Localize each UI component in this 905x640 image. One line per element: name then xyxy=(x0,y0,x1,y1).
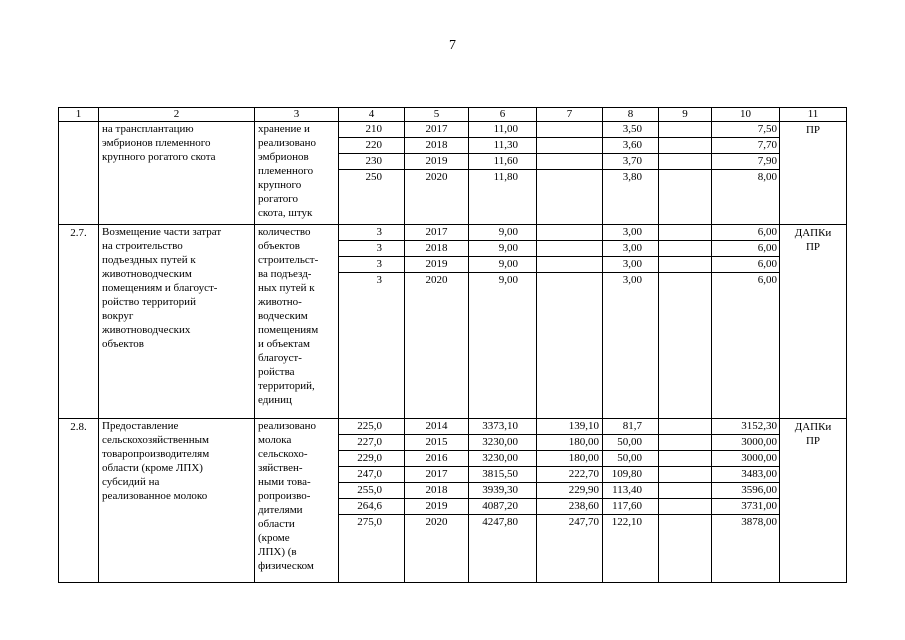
value-line: 2016 xyxy=(405,451,468,467)
section-number-cell: 2.7. xyxy=(59,225,99,419)
value-line: 139,10 xyxy=(537,419,602,435)
value-line: 3152,30 xyxy=(712,419,779,435)
value-line: 250 xyxy=(365,171,382,183)
column-header-10: 10 xyxy=(712,108,780,122)
measure-name-cell: Предоставление сельскохозяйственным товаропроизводителям области (кроме ЛПХ) субсидий на реализованное молоко xyxy=(99,419,255,583)
value-line: 3,80 xyxy=(622,171,642,183)
value-cell-c9 xyxy=(659,225,712,419)
value-line xyxy=(659,241,711,257)
value-line: 3,50 xyxy=(603,122,658,138)
value-cell-c9 xyxy=(659,419,712,583)
value-line: 2014 xyxy=(405,419,468,435)
value-cell-c4 xyxy=(339,419,405,583)
executor-cell: ПР xyxy=(780,122,847,225)
value-line: 50,00 xyxy=(603,435,658,451)
value-line xyxy=(537,273,602,288)
value-line: 11,60 xyxy=(469,154,536,170)
value-line xyxy=(659,483,711,499)
value-line xyxy=(659,122,711,138)
value-line: 3230,00 xyxy=(469,451,536,467)
column-header-3: 3 xyxy=(255,108,339,122)
value-line: 3,00 xyxy=(622,274,642,286)
value-line: 3,60 xyxy=(603,138,658,154)
value-line: 3373,10 xyxy=(469,419,536,435)
value-cell-c8 xyxy=(603,225,659,419)
value-line: 2020 xyxy=(425,516,448,528)
value-line: 2018 xyxy=(405,483,468,499)
column-header-9: 9 xyxy=(659,108,712,122)
value-line: 9,00 xyxy=(498,274,518,286)
value-line: 4087,20 xyxy=(469,499,536,515)
column-header-8: 8 xyxy=(603,108,659,122)
value-cell-c9 xyxy=(659,122,712,225)
value-line: 7,70 xyxy=(712,138,779,154)
value-line xyxy=(659,467,711,483)
column-header-5: 5 xyxy=(405,108,469,122)
program-measures-table xyxy=(58,107,847,583)
value-line xyxy=(537,170,602,185)
value-line: 7,50 xyxy=(712,122,779,138)
value-line: 2019 xyxy=(405,257,468,273)
value-cell-c10 xyxy=(712,419,780,583)
value-line: 238,60 xyxy=(537,499,602,515)
value-line: 11,80 xyxy=(493,171,518,183)
value-line xyxy=(537,241,602,257)
value-cell-c6 xyxy=(469,122,537,225)
executor-cell: ДАПКи ПР xyxy=(780,419,847,583)
value-line: 3,00 xyxy=(603,241,658,257)
section-number-cell xyxy=(59,122,99,225)
value-line: 3 xyxy=(339,225,404,241)
executor-cell: ДАПКи ПР xyxy=(780,225,847,419)
value-line: 9,00 xyxy=(469,225,536,241)
value-line: 3 xyxy=(339,257,404,273)
value-line: 3,00 xyxy=(603,257,658,273)
value-line xyxy=(659,273,711,288)
measure-name-cell: на трансплантацию эмбрионов племенного крупного рогатого скота xyxy=(99,122,255,225)
value-line: 230 xyxy=(339,154,404,170)
column-header-6: 6 xyxy=(469,108,537,122)
value-line: 81,7 xyxy=(603,419,658,435)
value-line: 3 xyxy=(339,241,404,257)
value-line xyxy=(659,515,711,530)
value-line xyxy=(659,154,711,170)
value-cell-c10 xyxy=(712,225,780,419)
value-line: 229,90 xyxy=(537,483,602,499)
value-line: 117,60 xyxy=(603,499,658,515)
measure-name-cell: Возмещение части затрат на строительство подъездных путей к животноводческим помещениям и благоуст- ройство территорий вокруг животноводческих объектов xyxy=(99,225,255,419)
value-line xyxy=(537,257,602,273)
column-header-4: 4 xyxy=(339,108,405,122)
value-line: 3 xyxy=(376,274,382,286)
value-line: 275,0 xyxy=(357,516,382,528)
value-line: 210 xyxy=(339,122,404,138)
value-cell-c7 xyxy=(537,225,603,419)
value-line: 2017 xyxy=(405,467,468,483)
value-cell-c4 xyxy=(339,122,405,225)
value-line: 2018 xyxy=(405,138,468,154)
value-line xyxy=(659,435,711,451)
value-line: 2020 xyxy=(425,171,448,183)
value-line xyxy=(659,499,711,515)
value-cell-c5 xyxy=(405,419,469,583)
page-number: 7 xyxy=(449,38,456,53)
value-line: 9,00 xyxy=(469,241,536,257)
column-number-header-row xyxy=(59,108,847,122)
value-cell-c6 xyxy=(469,419,537,583)
indicator-cell: количество объектов строительст- ва подъезд- ных путей к животно- водческим помещениям и объектам благоуст- ройства территорий, единиц xyxy=(255,225,339,419)
table-row xyxy=(59,419,847,583)
value-line: 222,70 xyxy=(537,467,602,483)
value-line: 3,70 xyxy=(603,154,658,170)
column-header-7: 7 xyxy=(537,108,603,122)
value-line xyxy=(659,451,711,467)
column-header-2: 2 xyxy=(99,108,255,122)
value-line: 11,00 xyxy=(469,122,536,138)
value-cell-c4 xyxy=(339,225,405,419)
indicator-cell: реализовано молока сельскохо- зяйствен- ными това- ропроизво- дителями области (кроме ЛПХ) (в физическом xyxy=(255,419,339,583)
value-line: 3,00 xyxy=(603,225,658,241)
value-line: 2019 xyxy=(405,499,468,515)
value-line: 220 xyxy=(339,138,404,154)
value-cell-c6 xyxy=(469,225,537,419)
value-cell-c7 xyxy=(537,419,603,583)
value-line: 255,0 xyxy=(339,483,404,499)
value-line: 7,90 xyxy=(712,154,779,170)
value-line: 3815,50 xyxy=(469,467,536,483)
value-line xyxy=(537,154,602,170)
value-cell-c5 xyxy=(405,225,469,419)
value-line: 2019 xyxy=(405,154,468,170)
section-number-cell: 2.8. xyxy=(59,419,99,583)
value-line: 180,00 xyxy=(537,435,602,451)
value-line: 50,00 xyxy=(603,451,658,467)
value-line xyxy=(659,257,711,273)
value-line: 247,70 xyxy=(568,516,599,528)
value-line: 229,0 xyxy=(339,451,404,467)
value-line xyxy=(537,122,602,138)
value-line: 3596,00 xyxy=(712,483,779,499)
value-line: 2017 xyxy=(405,225,468,241)
value-line: 11,30 xyxy=(469,138,536,154)
value-line xyxy=(537,225,602,241)
value-cell-c5 xyxy=(405,122,469,225)
table-row xyxy=(59,122,847,225)
indicator-cell: хранение и реализовано эмбрионов племенного крупного рогатого скота, штук xyxy=(255,122,339,225)
value-cell-c7 xyxy=(537,122,603,225)
value-cell-c8 xyxy=(603,419,659,583)
value-line: 180,00 xyxy=(537,451,602,467)
value-line: 6,00 xyxy=(712,225,779,241)
value-line: 3230,00 xyxy=(469,435,536,451)
value-line: 9,00 xyxy=(469,257,536,273)
value-line: 264,6 xyxy=(339,499,404,515)
table-row xyxy=(59,225,847,419)
value-line: 247,0 xyxy=(339,467,404,483)
value-line: 122,10 xyxy=(611,516,642,528)
value-line: 3939,30 xyxy=(469,483,536,499)
value-line xyxy=(537,138,602,154)
value-line: 3000,00 xyxy=(712,435,779,451)
value-line: 2020 xyxy=(425,274,448,286)
value-line: 4247,80 xyxy=(482,516,518,528)
value-line: 227,0 xyxy=(339,435,404,451)
value-line: 3878,00 xyxy=(741,516,777,528)
value-line: 3731,00 xyxy=(712,499,779,515)
column-header-11: 11 xyxy=(780,108,847,122)
value-line: 3483,00 xyxy=(712,467,779,483)
value-line: 8,00 xyxy=(757,171,777,183)
value-line xyxy=(659,138,711,154)
value-line: 113,40 xyxy=(603,483,658,499)
value-line: 2018 xyxy=(405,241,468,257)
value-cell-c8 xyxy=(603,122,659,225)
value-line: 3000,00 xyxy=(712,451,779,467)
column-header-1: 1 xyxy=(59,108,99,122)
value-line: 2017 xyxy=(405,122,468,138)
value-line xyxy=(659,225,711,241)
value-line xyxy=(659,419,711,435)
value-line: 109,80 xyxy=(603,467,658,483)
value-line xyxy=(659,170,711,185)
value-line: 225,0 xyxy=(339,419,404,435)
value-cell-c10 xyxy=(712,122,780,225)
value-line: 2015 xyxy=(405,435,468,451)
value-line: 6,00 xyxy=(712,257,779,273)
value-line: 6,00 xyxy=(757,274,777,286)
value-line: 6,00 xyxy=(712,241,779,257)
